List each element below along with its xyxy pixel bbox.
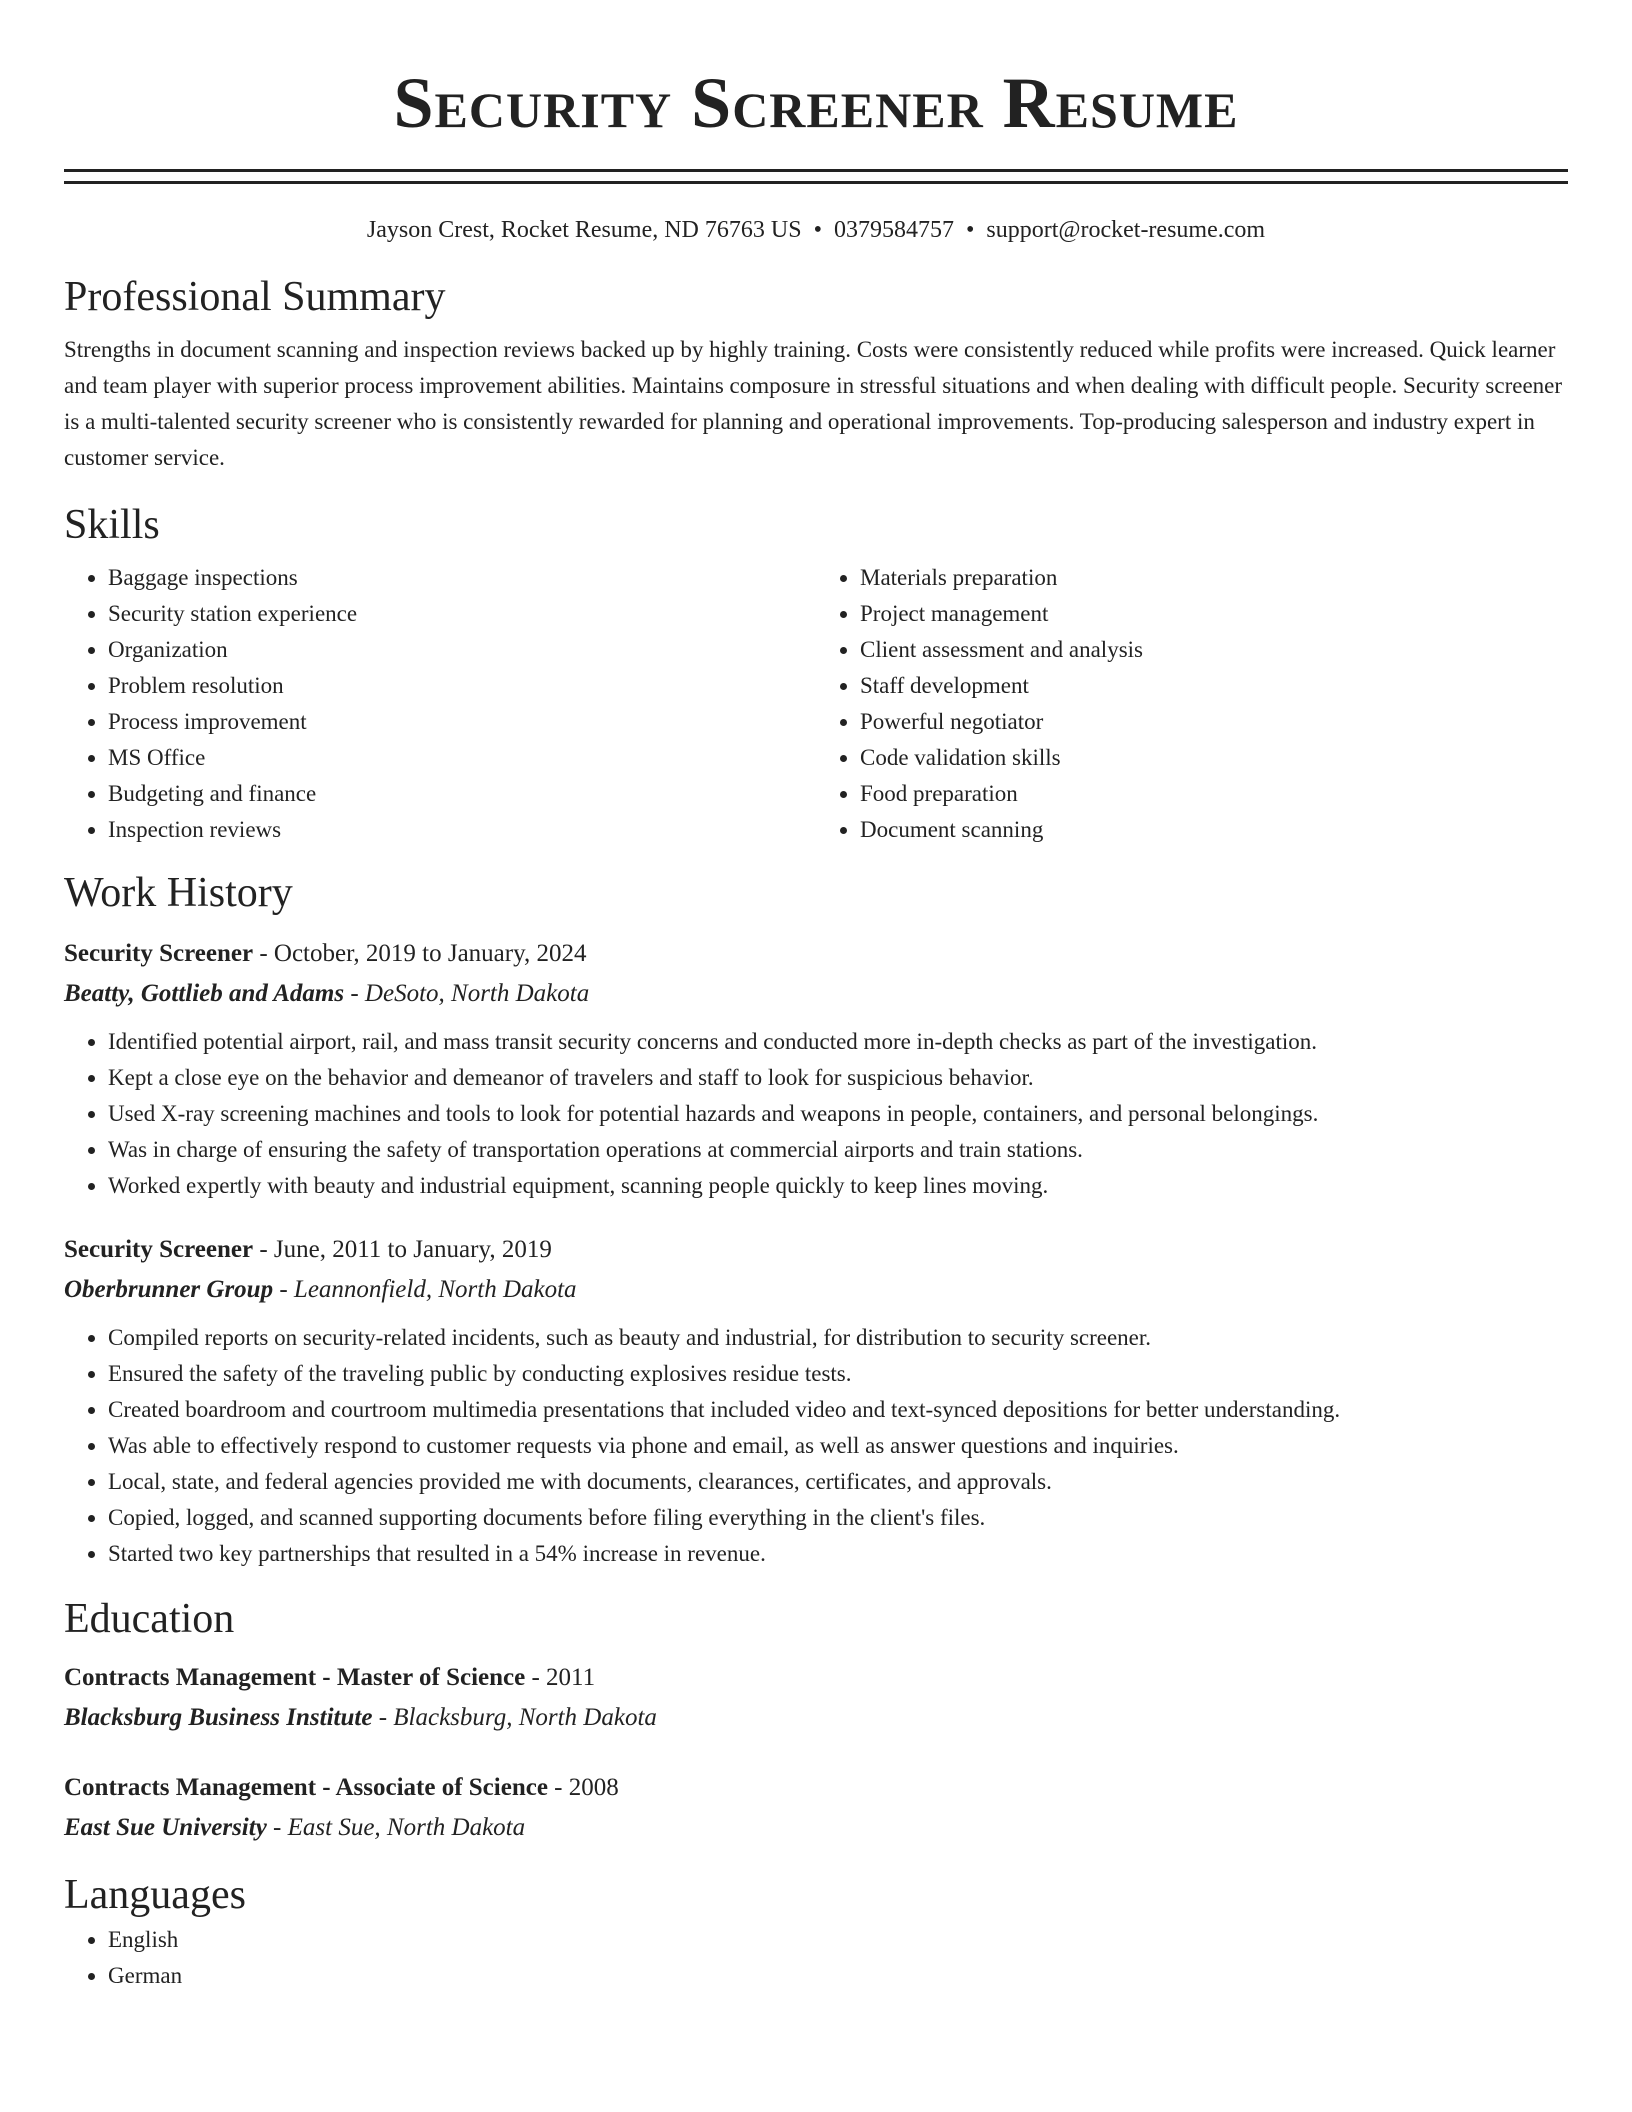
job-location: - DeSoto, North Dakota	[344, 980, 590, 1007]
job-duty: • Compiled reports on security-related incidents, such as beauty and industrial, for distribution to security screener.	[108, 1320, 1568, 1356]
education-section	[64, 1592, 1568, 1848]
skills-list-right	[816, 560, 1568, 848]
job-duties-list	[64, 1024, 1568, 1204]
skill-item: • Security station experience	[108, 596, 816, 632]
job-duty: • Created boardroom and courtroom multimedia presentations that included video and text-synced depositions for better understanding.	[108, 1392, 1568, 1428]
skill-item: • Staff development	[860, 668, 1568, 704]
education-degree: Contracts Management - Associate of Science	[64, 1774, 548, 1801]
job-duty: • Used X-ray screening machines and tools to look for potential hazards and weapons in people, containers, and personal belongings.	[108, 1096, 1568, 1132]
skill-item: • Organization	[108, 632, 816, 668]
skill-item: • Inspection reviews	[108, 812, 816, 848]
languages-section	[64, 1868, 1568, 1994]
education-degree-line	[64, 1658, 1568, 1698]
summary-heading: Professional Summary	[64, 274, 446, 320]
job-title-line	[64, 934, 1568, 974]
languages-list	[64, 1922, 1568, 1994]
contact-line	[64, 214, 1568, 246]
skills-columns	[64, 560, 1568, 848]
title-double-rule	[64, 169, 1568, 184]
work-history-heading: Work History	[64, 870, 293, 916]
job-title: Security Screener	[64, 940, 254, 967]
education-heading: Education	[64, 1596, 235, 1642]
job-entry	[64, 1230, 1568, 1572]
languages-heading: Languages	[64, 1872, 246, 1918]
summary-section	[64, 270, 1568, 476]
job-dates: - June, 2011 to January, 2019	[253, 1236, 552, 1263]
education-degree-line	[64, 1768, 1568, 1808]
contact-separator: •	[813, 217, 822, 243]
job-company-line	[64, 1270, 1568, 1310]
education-school: East Sue University	[64, 1814, 267, 1841]
skills-heading: Skills	[64, 502, 160, 548]
skill-item: • Materials preparation	[860, 560, 1568, 596]
education-location: - East Sue, North Dakota	[266, 1814, 526, 1841]
summary-text: Strengths in document scanning and inspection reviews backed up by highly training. Costs were consistently reduced while profits were increased. Quick learner and team player with superior process improvement abilities. Maintains composure in stressful situations and when dealing with difficult people. Security screener is a multi-talented security screener who is consistently rewarded for planning and operational improvements. Top-producing salesperson and industry expert in customer service.	[64, 337, 1563, 470]
job-location: - Leannonfield, North Dakota	[273, 1276, 577, 1303]
job-duties-list	[64, 1320, 1568, 1572]
job-dates: - October, 2019 to January, 2024	[253, 940, 587, 967]
language-item: • English	[108, 1922, 1568, 1958]
language-item: • German	[108, 1958, 1568, 1994]
job-duty: • Worked expertly with beauty and industrial equipment, scanning people quickly to keep lines moving.	[108, 1168, 1568, 1204]
education-year: - 2011	[525, 1664, 596, 1691]
contact-address: Jayson Crest, Rocket Resume, ND 76763 US	[366, 217, 802, 243]
job-title: Security Screener	[64, 1236, 254, 1263]
skills-section	[64, 498, 1568, 848]
skill-item: • Code validation skills	[860, 740, 1568, 776]
education-school: Blacksburg Business Institute	[64, 1704, 373, 1731]
resume-title: Security Screener Resume	[393, 63, 1239, 143]
skills-list-left	[64, 560, 816, 848]
skill-item: • Powerful negotiator	[860, 704, 1568, 740]
skill-item: • Document scanning	[860, 812, 1568, 848]
job-duty: • Copied, logged, and scanned supporting documents before filing everything in the client's files.	[108, 1500, 1568, 1536]
job-duty: • Was in charge of ensuring the safety of transportation operations at commercial airports and train stations.	[108, 1132, 1568, 1168]
skill-item: • Baggage inspections	[108, 560, 816, 596]
contact-email: support@rocket-resume.com	[986, 217, 1266, 243]
education-year: - 2008	[547, 1774, 619, 1801]
education-school-line	[64, 1808, 1568, 1848]
contact-separator: •	[965, 217, 975, 243]
skill-item: • Food preparation	[860, 776, 1568, 812]
job-duty: • Started two key partnerships that resulted in a 54% increase in revenue.	[108, 1536, 1568, 1572]
job-title-line	[64, 1230, 1568, 1270]
work-history-section	[64, 866, 1568, 1572]
skill-item: • Process improvement	[108, 704, 816, 740]
job-entry	[64, 934, 1568, 1204]
contact-phone: 0379584757	[833, 217, 954, 243]
job-company: Beatty, Gottlieb and Adams	[64, 980, 345, 1007]
skill-item: • MS Office	[108, 740, 816, 776]
skill-item: • Problem resolution	[108, 668, 816, 704]
education-entry	[64, 1658, 1568, 1738]
skill-item: • Client assessment and analysis	[860, 632, 1568, 668]
skill-item: • Project management	[860, 596, 1568, 632]
job-duty: • Local, state, and federal agencies provided me with documents, clearances, certificates, and approvals.	[108, 1464, 1568, 1500]
education-location: - Blacksburg, North Dakota	[372, 1704, 657, 1731]
job-duty: • Identified potential airport, rail, and mass transit security concerns and conducted more in-depth checks as part of the investigation.	[108, 1024, 1568, 1060]
education-degree: Contracts Management - Master of Science	[64, 1664, 526, 1691]
education-school-line	[64, 1698, 1568, 1738]
job-duty: • Was able to effectively respond to customer requests via phone and email, as well as answer questions and inquiries.	[108, 1428, 1568, 1464]
education-entry	[64, 1768, 1568, 1848]
job-duty: • Ensured the safety of the traveling public by conducting explosives residue tests.	[108, 1356, 1568, 1392]
job-company-line	[64, 974, 1568, 1014]
job-company: Oberbrunner Group	[64, 1276, 274, 1303]
skill-item: • Budgeting and finance	[108, 776, 816, 812]
job-duty: • Kept a close eye on the behavior and demeanor of travelers and staff to look for suspicious behavior.	[108, 1060, 1568, 1096]
